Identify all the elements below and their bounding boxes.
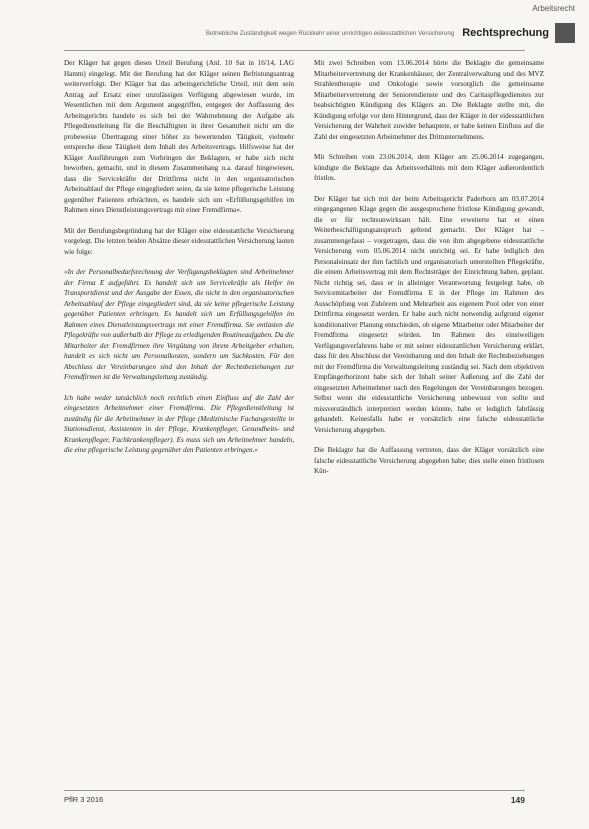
section-marker-square xyxy=(555,23,575,43)
page-header xyxy=(78,20,575,46)
paragraph: Mit Schreiben vom 23.06.2014, dem Kläger am 25.06.2014 zugegangen, kündigte die Beklagte das Arbeitsverhältnis mit dem Kläger außerordentlich fristlos. xyxy=(314,153,544,182)
left-column xyxy=(64,58,294,466)
section-title: Rechtsprechung xyxy=(462,27,549,39)
right-column xyxy=(314,58,544,487)
paragraph: Mit der Berufungsbegründung hat der Kläger eine eidesstattliche Versicherung vorgelegt. Die letzten beiden Absätze dieser eidesstattlichen Versicherung lauten wie folge: xyxy=(64,226,294,256)
paragraph: Der Kläger hat sich mit der beim Arbeitsgericht Paderborn am 03.07.2014 eingegangenen Klage gegen die ausgesprochene fristlose Kündigung gewandt, die er für rechtsunwirksam hält. Eine erweiterte hat er einen Weiterbeschäftigungsanspruch geltend gemacht. Der Kläger hat – zusammengefasst – vorgetragen, dass die von ihm abgegebene eidesstattliche Versicherung vom 05.06.2014 nicht unrichtig sei. Er habe lediglich den Personaleinsatz der ihm fachlich und organisatorisch unterstellten Pflegekräfte, die einem Arbeitsvertrag mit dem Rechtsträger der Einrichtung haben, geplant. Nicht richtig sei, dass er in alleiniger Verantwortung festgelegt habe, ob Servicemitarbeiter der Fremdfirma E in der Pflege im Rahmen des Ausschöpfung von Zuhörern und Mehrarbeit aus eigenem Pool oder von einer Drittfirma eingesetzt werden. Er habe auch nicht notwendig aufgrund eigener konditionativer Planung entschieden, ob eigene Mitarbeiter oder Mitarbeiter der Fremdfirma eingesetzt würden. Im Rahmen des einstweiligen Verfügungsverfahrens habe er mit seiner eidesstattlichen Versicherung erklärt, dass für den Abschluss der Vereinbarung und den Inhalt der Rechtsbeziehungen mit der Fremdfirma die Verwaltungsleitung zuständig sei. Nach dem objektiven Empfängerhorizont habe sich der Inhalt seiner Äußerung auf die Zahl der eingesetzten Arbeitnehmer nach den Regelungen der Vereinbarungen bezogen. Selbst wenn die eidesstattliche Versicherung unbewusst von sollte und missverständlich interpretiert werden könnte, habe er lediglich fahrlässig gehandelt. Keinesfalls habe er vorsätzlich eine falsche eidesstattliche Versicherung abgegeben. xyxy=(314,194,544,434)
page-number: 149 xyxy=(510,795,525,805)
section-label-top: Arbeitsrecht xyxy=(532,4,575,13)
quote-paragraph: »In der Personalbedarfsrechnung der Verfügungsbeklagten sind Arbeitnehmer der Firma E aufgeführt. Es handelt sich um Servicekräfte als Helfer im Transportdienst und der Ausgabe der Essen, die nicht in den organisatorischen Arbeitsablauf der Pflege eingegliedert sind, da sie keine pflegerische Leistung gegenüber Patienten erbringen. Es handelt sich um Erfüllungsgehilfen im Rahmen eines Dienstleistungsvertrags mit einer Fremdfirma. Sie entlasten die Pflegekräfte von außerhalb der Pflege zu erledigenden Routineaufgaben. Da die Mitarbeiter der Fremdfirmen ihre Vergütung von ihrem Arbeitgeber erhalten, handelt es sich nicht um Personalkosten, sondern um Sachkosten. Für den Abschluss der Vereinbarungen sind den Inhalt der Rechtsbeziehungen zur Fremdfirmen ist die Verwaltungsleitung zuständig. xyxy=(64,268,294,381)
paragraph: Mit zwei Schreiben vom 13.06.2014 hörte die Beklagte die gemeinsame Mitarbeitervertretung der Krankenhäuser, der Zentralverwaltung und des MVZ Strahlentherapie und Onkologie sowie vorsorglich die gemeinsame Mitarbeitervertretung der Seniorendienste und des Caritaspflegedienstes zur beabsichtigten Kündigung des Klägers an. Die Beklagte stellte mit, die Kündigung erfolge vor dem Hintergrund, dass der Kläger in der eidesstattlichen Versicherung der Wahrheit zuwider behauptete, er habe keinen Einfluss auf die Zahl der eingesetzten Arbeitnehmer des Drittunternehmens. xyxy=(314,59,544,141)
paragraph: Die Beklagte hat die Auffassung vertreten, dass der Kläger vorsätzlich eine falsche eidesstattliche Versicherung abgegeben habe; dies stelle einen fristlosen Kün- xyxy=(314,446,544,475)
header-rule xyxy=(64,50,525,51)
journal-issue: PflR 3 2016 xyxy=(64,795,104,804)
running-title: Betriebliche Zuständigkeit wegen Rückkehr einer unrichtigen eidesstattlichen Versicherung xyxy=(205,29,455,37)
page-footer xyxy=(64,790,525,805)
paragraph: Der Kläger hat gegen dieses Urteil Berufung (Anl. 10 Sat in 16/14, LAG Hamm) eingelegt. Mit der Berufung hat der Kläger seinen Befristungsantrag weiterverfolgt. Der Kläger hat das arbeitsgerichtliche Urteil, mit dem sein Antrag auf Ersatz einer unzulässigen Verfügung abgewiesen wurde, im Wesentlichen mit dem Argument angegriffen, entgegen der Auffassung des Arbeitsgerichts handele es sich bei der Wahrnehmung der Aufgabe als Pflegedienstleitung für die Beschäftigten in ihrer Gesamtheit nicht um die probeweise Übertragung einer höher zu bewertenden Tätigkeit, vielmehr entspreche diese Tätigkeit dem Inhalt des Arbeitsvertrags. Hilfsweise hat der Kläger Ausführungen zum Vorbringen der Beklagten, er habe sich nicht beworben, gemacht, und in diesem Zusammenhang u.a. darauf hingewiesen, dass die Servicekräfte der Drittfirma nicht in den organisatorischen Arbeitsablauf der Pflege eingegliedert seien, da sie keine pflegerische Leistung gegenüber Patienten erbrächten, es handele sich um »Erfüllungsgehilfen im Rahmen eines Dienstleistungsvertrags mit einer Fremdfirma«. xyxy=(64,59,294,214)
quote-paragraph: Ich habe weder tatsächlich noch rechtlich einen Einfluss auf die Zahl der eingesetzten Arbeitnehmer einer Fremdfirma. Die Pflegedienstleitung ist zuständig für die Arbeitnehmer in der Pflege (Medizinische Fachangestellte in Stationsdienst, Assistenten in der Pflege, Krankenpfleger, Gesundheits- und Krankenpfleger, Fachkrankenpfleger). Es muss sich um Arbeitnehmer handeln, die eine pflegerische Leistung gegenüber den Patienten erbringen.« xyxy=(64,393,294,454)
